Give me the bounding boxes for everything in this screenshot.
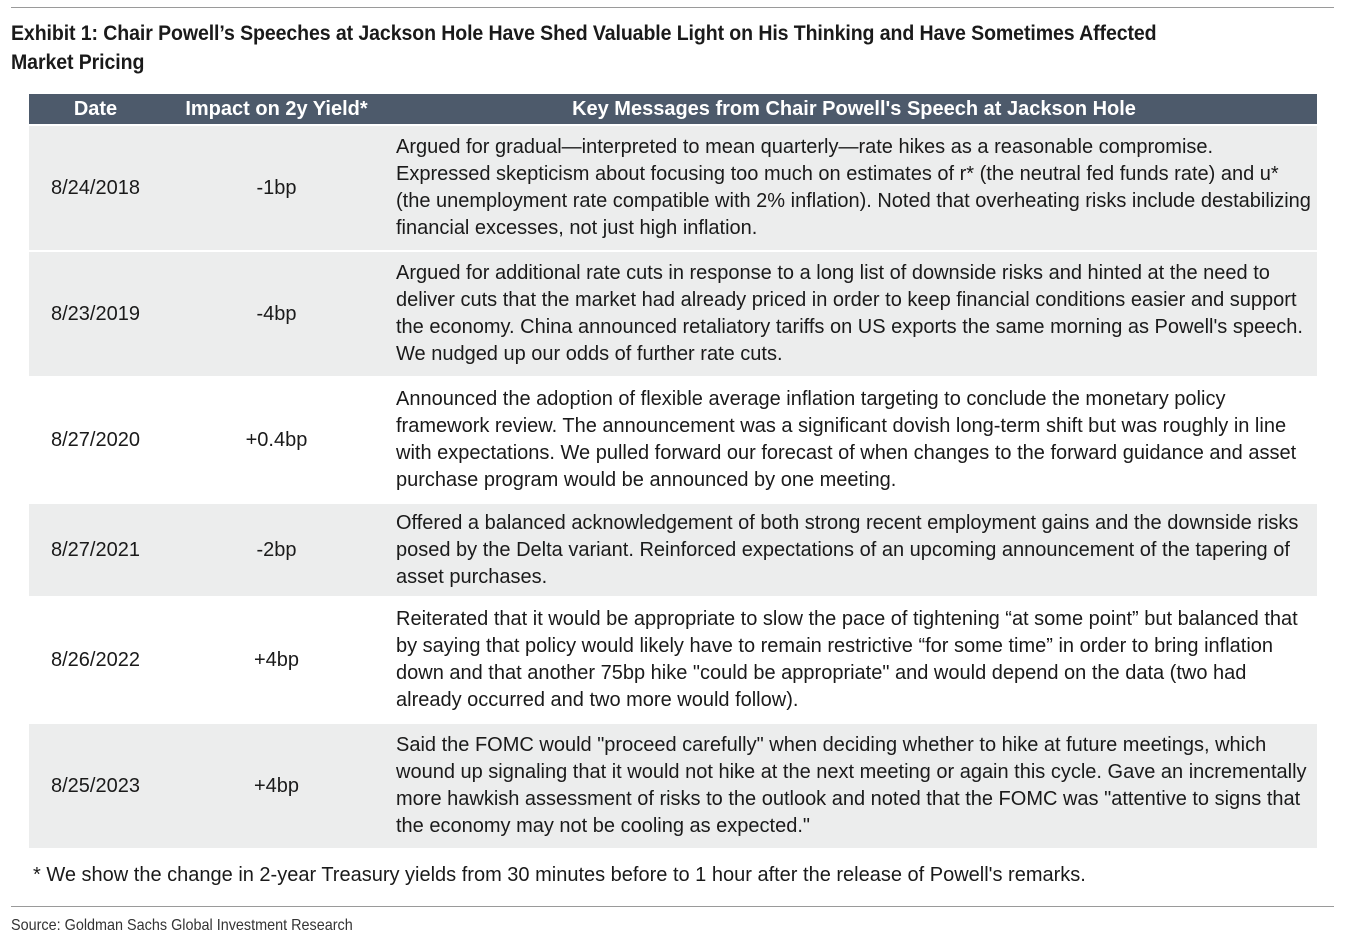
- row-impact: -4bp: [162, 252, 391, 376]
- footnote: * We show the change in 2-year Treasury yields from 30 minutes before to 1 hour after the release of Powell's remarks.: [33, 864, 1086, 886]
- row-date: 8/24/2018: [29, 126, 162, 250]
- source-note: Source: Goldman Sachs Global Investment Research: [11, 917, 353, 934]
- row-date: 8/27/2021: [29, 504, 162, 596]
- table-row: [29, 378, 1317, 502]
- header-messages: Key Messages from Chair Powell's Speech at Jackson Hole: [391, 94, 1317, 124]
- speech-table: [29, 94, 1317, 848]
- row-message: Announced the adoption of flexible average inflation targeting to conclude the monetary policy framework review. The announcement was a significant dovish long-term shift but was roughly in line with expectations. We pulled forward our forecast of when changes to the forward guidance and asset purchase program would be announced by one meeting.: [391, 378, 1317, 502]
- row-impact: -1bp: [162, 126, 391, 250]
- row-impact: +4bp: [162, 598, 391, 722]
- top-rule: [11, 7, 1334, 8]
- row-message: Said the FOMC would "proceed carefully" when deciding whether to hike at future meetings, which wound up signaling that it would not hike at the next meeting or again this cycle. Gave an incrementally more hawkish assessment of risks to the outlook and noted that the FOMC was "attentive to signs that the economy may not be cooling as expected.": [391, 724, 1317, 848]
- table-row: [29, 504, 1317, 596]
- exhibit-title: Exhibit 1: Chair Powell’s Speeches at Jackson Hole Have Shed Valuable Light on His Thinking and Have Sometimes Affected Market Pricing: [11, 22, 1157, 74]
- row-message: Argued for gradual—interpreted to mean quarterly—rate hikes as a reasonable compromise. Expressed skepticism about focusing too much on estimates of r* (the neutral fed funds rate) and u* (the unemployment rate compatible with 2% inflation). Noted that overheating risks include destabilizing financial excesses, not just high inflation.: [391, 126, 1317, 250]
- row-message: Reiterated that it would be appropriate to slow the pace of tightening “at some point” but balanced that by saying that policy would likely have to remain restrictive “for some time” in order to bring inflation down and that another 75bp hike "could be appropriate" and would depend on the data (two had already occurred and two more would follow).: [391, 598, 1317, 722]
- bottom-rule: [11, 906, 1334, 907]
- row-date: 8/26/2022: [29, 598, 162, 722]
- row-impact: +0.4bp: [162, 378, 391, 502]
- table-row: [29, 126, 1317, 250]
- row-impact: +4bp: [162, 724, 391, 848]
- table-header-row: [29, 94, 1317, 124]
- header-date: Date: [29, 94, 162, 124]
- row-date: 8/23/2019: [29, 252, 162, 376]
- row-date: 8/25/2023: [29, 724, 162, 848]
- row-impact: -2bp: [162, 504, 391, 596]
- table-row: [29, 724, 1317, 848]
- table-row: [29, 252, 1317, 376]
- table-row: [29, 598, 1317, 722]
- row-date: 8/27/2020: [29, 378, 162, 502]
- row-message: Argued for additional rate cuts in response to a long list of downside risks and hinted at the need to deliver cuts that the market had already priced in order to keep financial conditions easier and support the economy. China announced retaliatory tariffs on US exports the same morning as Powell's speech. We nudged up our odds of further rate cuts.: [391, 252, 1317, 376]
- row-message: Offered a balanced acknowledgement of both strong recent employment gains and the downside risks posed by the Delta variant. Reinforced expectations of an upcoming announcement of the tapering of asset purchases.: [391, 504, 1317, 596]
- header-impact: Impact on 2y Yield*: [162, 94, 391, 124]
